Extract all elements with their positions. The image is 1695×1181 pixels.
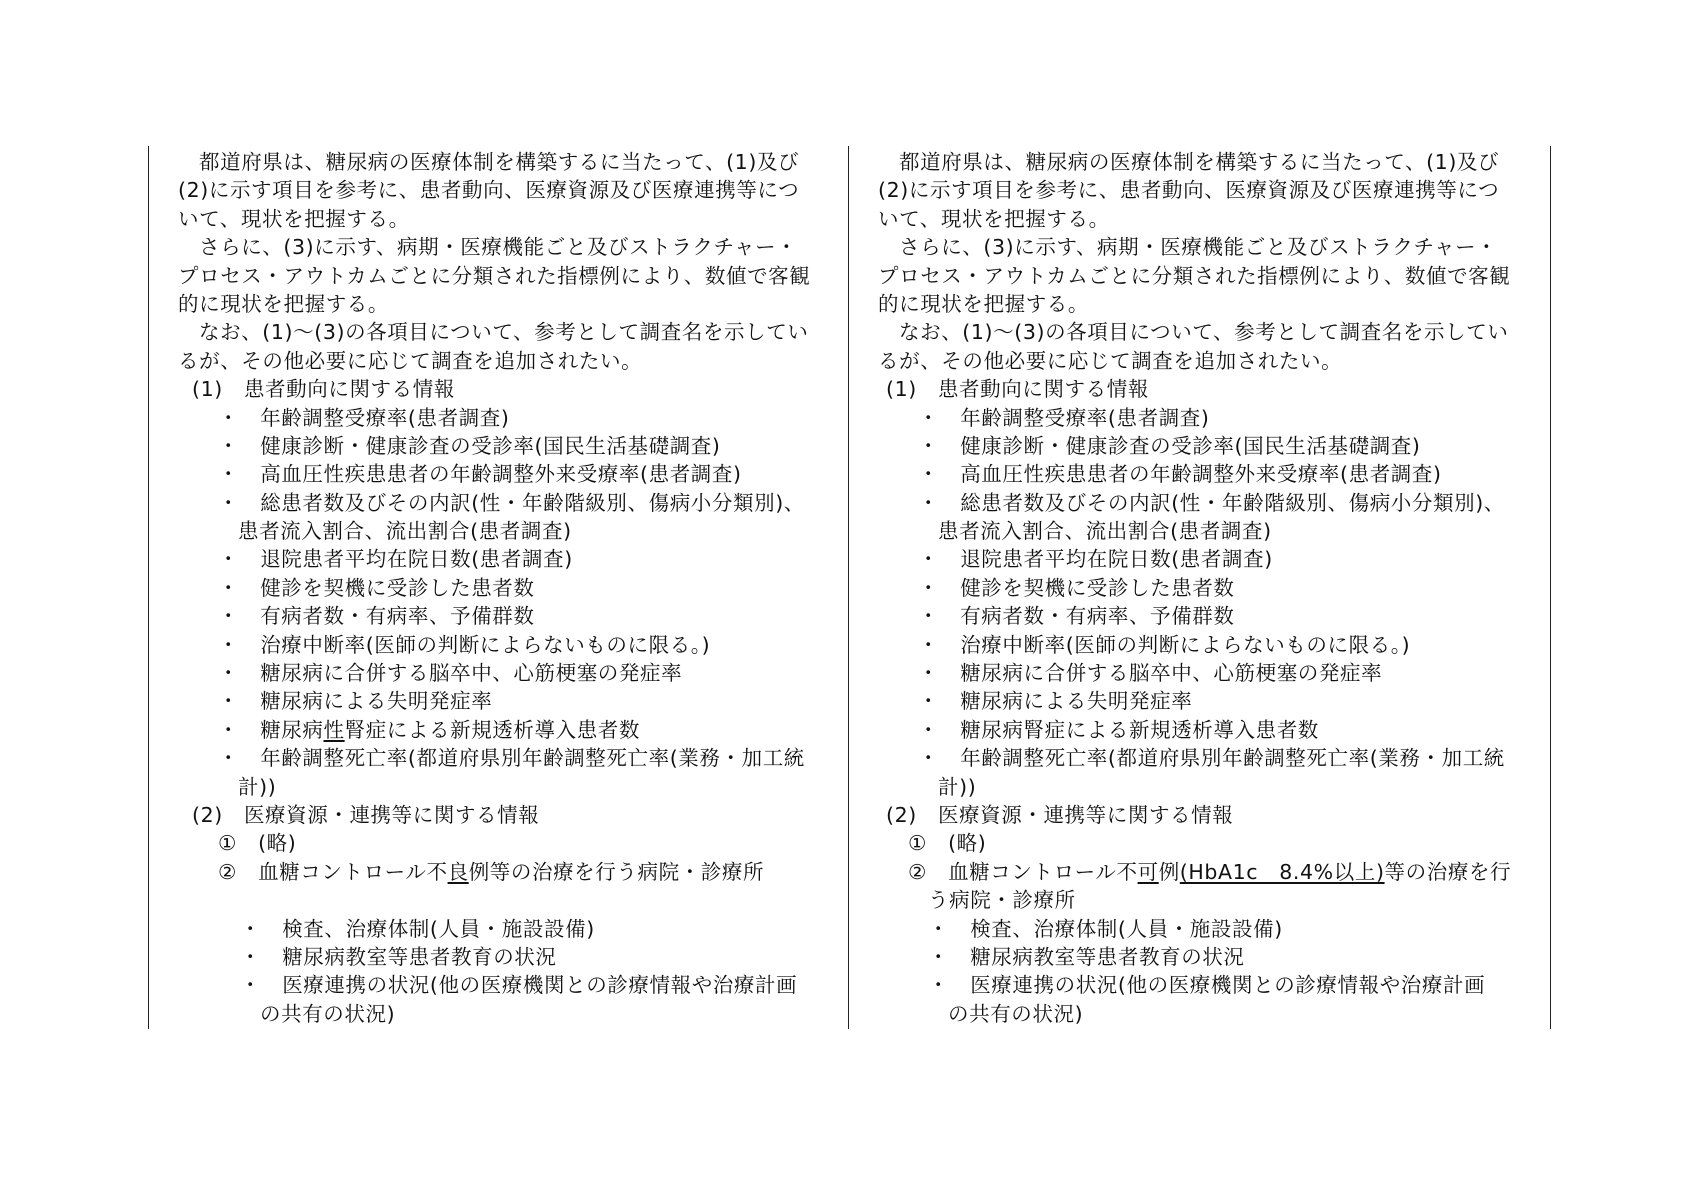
- right-text-line: [878, 602, 1528, 630]
- text-segment: ・ 糖尿病: [218, 717, 324, 742]
- text-segment: 的に現状を把握する。: [878, 291, 1089, 316]
- text-segment: ・ 医療連携の状況(他の医療機関との診療情報や治療計画: [240, 973, 798, 998]
- left-text-line: [178, 915, 826, 943]
- text-segment: プロセス・アウトカムごとに分類された指標例により、数値で客観: [178, 263, 811, 288]
- text-segment: なお、(1)〜(3)の各項目について、参考として調査名を示してい: [199, 320, 809, 345]
- right-text-line: [878, 687, 1528, 715]
- text-segment: ・ 高血圧性疾患患者の年齢調整外来受療率(患者調査): [918, 462, 1442, 487]
- left-text-line: [178, 602, 826, 630]
- text-segment: ・ 糖尿病腎症による新規透析導入患者数: [918, 717, 1319, 742]
- text-segment: ・ 年齢調整死亡率(都道府県別年齢調整死亡率(業務・加工統: [918, 746, 1505, 771]
- text-segment: (2) 医療資源・連携等に関する情報: [886, 802, 1234, 827]
- text-segment: ・ 検査、治療体制(人員・施設設備): [240, 916, 595, 941]
- comparison-table: [148, 146, 1551, 1029]
- left-text-line: [178, 432, 826, 460]
- left-text-line: [178, 205, 826, 233]
- text-segment: プロセス・アウトカムごとに分類された指標例により、数値で客観: [878, 263, 1511, 288]
- left-text-line: [178, 773, 826, 801]
- right-text-line: [878, 148, 1528, 176]
- right-text-line: [878, 176, 1528, 204]
- right-text-line: [878, 1000, 1528, 1028]
- left-text-line: [178, 687, 826, 715]
- left-text-line: [178, 262, 826, 290]
- text-segment: う病院・診療所: [928, 888, 1076, 913]
- text-segment: ① (略): [908, 831, 987, 856]
- right-text-line: [878, 716, 1528, 744]
- left-text-line: [178, 858, 826, 886]
- right-text-line: [878, 915, 1528, 943]
- text-segment: さらに、(3)に示す、病期・医療機能ごと及びストラクチャー・: [199, 235, 798, 260]
- right-text-line: [878, 943, 1528, 971]
- left-text-line: [178, 545, 826, 573]
- right-text-line: [878, 404, 1528, 432]
- text-segment: (1) 患者動向に関する情報: [886, 377, 1149, 402]
- table-border-right: [1550, 146, 1551, 1029]
- left-text-line: [178, 801, 826, 829]
- text-segment: (2) 医療資源・連携等に関する情報: [192, 802, 540, 827]
- text-segment: ・ 高血圧性疾患患者の年齢調整外来受療率(患者調査): [218, 462, 742, 487]
- revised-text: 可: [1137, 859, 1159, 884]
- text-segment: ・ 健診を契機に受診した患者数: [218, 575, 535, 600]
- old-text-column: [178, 148, 826, 1028]
- text-segment: ・ 総患者数及びその内訳(性・年齢階級別、傷病小分類別)、: [918, 490, 1505, 515]
- text-segment: (1) 患者動向に関する情報: [192, 377, 455, 402]
- text-segment: いて、現状を把握する。: [178, 206, 410, 231]
- text-segment: さらに、(3)に示す、病期・医療機能ごと及びストラクチャー・: [899, 235, 1498, 260]
- right-text-line: [878, 971, 1528, 999]
- right-text-line: [878, 659, 1528, 687]
- left-text-line: [178, 489, 826, 517]
- left-text-line: [178, 886, 826, 914]
- right-text-line: [878, 347, 1528, 375]
- left-text-line: [178, 148, 826, 176]
- text-segment: 的に現状を把握する。: [178, 291, 389, 316]
- text-segment: 計)): [238, 774, 277, 799]
- right-text-line: [878, 631, 1528, 659]
- left-text-line: [178, 943, 826, 971]
- text-segment: ・ 健診を契機に受診した患者数: [918, 575, 1235, 600]
- left-text-line: [178, 460, 826, 488]
- text-segment: ② 血糖コントロール不: [218, 859, 448, 884]
- text-segment: るが、その他必要に応じて調査を追加されたい。: [178, 348, 643, 373]
- text-segment: ・ 有病者数・有病率、予備群数: [918, 604, 1235, 629]
- left-text-line: [178, 318, 826, 346]
- text-segment: ・ 治療中断率(医師の判断によらないものに限る。): [918, 632, 1411, 657]
- right-text-line: [878, 744, 1528, 772]
- left-text-line: [178, 233, 826, 261]
- right-text-line: [878, 205, 1528, 233]
- right-text-line: [878, 262, 1528, 290]
- text-segment: なお、(1)〜(3)の各項目について、参考として調査名を示してい: [899, 320, 1509, 345]
- text-segment: ・ 糖尿病による失明発症率: [918, 689, 1193, 714]
- left-text-line: [178, 176, 826, 204]
- left-text-line: [178, 659, 826, 687]
- text-segment: 例等の治療を行う病院・診療所: [468, 859, 765, 884]
- text-segment: るが、その他必要に応じて調査を追加されたい。: [878, 348, 1343, 373]
- text-segment: ・ 治療中断率(医師の判断によらないものに限る。): [218, 632, 711, 657]
- right-text-line: [878, 432, 1528, 460]
- text-segment: 患者流入割合、流出割合(患者調査): [238, 519, 572, 544]
- text-segment: ・ 年齢調整死亡率(都道府県別年齢調整死亡率(業務・加工統: [218, 746, 805, 771]
- text-segment: ・ 糖尿病教室等患者教育の状況: [928, 944, 1245, 969]
- text-segment: いて、現状を把握する。: [878, 206, 1110, 231]
- right-text-line: [878, 460, 1528, 488]
- right-text-line: [878, 375, 1528, 403]
- right-text-line: [878, 886, 1528, 914]
- text-segment: ・ 検査、治療体制(人員・施設設備): [928, 916, 1283, 941]
- text-segment: ・ 健康診断・健康診査の受診率(国民生活基礎調査): [218, 433, 721, 458]
- right-text-line: [878, 290, 1528, 318]
- text-segment: (2)に示す項目を参考に、患者動向、医療資源及び医療連携等につ: [178, 178, 800, 203]
- text-segment: 例: [1158, 859, 1180, 884]
- left-text-line: [178, 290, 826, 318]
- revised-text: 性: [323, 717, 345, 742]
- text-segment: ・ 糖尿病に合併する脳卒中、心筋梗塞の発症率: [218, 661, 683, 686]
- left-text-line: [178, 574, 826, 602]
- revised-text: 良: [447, 859, 469, 884]
- table-border-left: [148, 146, 149, 1029]
- text-segment: ・ 健康診断・健康診査の受診率(国民生活基礎調査): [918, 433, 1421, 458]
- text-segment: ・ 糖尿病教室等患者教育の状況: [240, 944, 557, 969]
- right-text-line: [878, 801, 1528, 829]
- text-segment: ・ 糖尿病による失明発症率: [218, 689, 493, 714]
- right-text-line: [878, 545, 1528, 573]
- left-text-line: [178, 971, 826, 999]
- left-text-line: [178, 1000, 826, 1028]
- text-segment: (2)に示す項目を参考に、患者動向、医療資源及び医療連携等につ: [878, 178, 1500, 203]
- right-text-line: [878, 773, 1528, 801]
- text-segment: ・ 有病者数・有病率、予備群数: [218, 604, 535, 629]
- text-segment: 計)): [938, 774, 977, 799]
- left-text-line: [178, 716, 826, 744]
- text-segment: の共有の状況): [948, 1001, 1084, 1026]
- text-segment: ② 血糖コントロール不: [908, 859, 1138, 884]
- right-text-line: [878, 318, 1528, 346]
- text-segment: ① (略): [218, 831, 297, 856]
- left-text-line: [178, 375, 826, 403]
- text-segment: ・ 医療連携の状況(他の医療機関との診療情報や治療計画: [928, 973, 1486, 998]
- text-segment: ・ 年齢調整受療率(患者調査): [218, 405, 510, 430]
- right-text-line: [878, 517, 1528, 545]
- text-segment: 都道府県は、糖尿病の医療体制を構築するに当たって、(1)及び: [199, 150, 800, 174]
- right-text-line: [878, 858, 1528, 886]
- revised-text: (HbA1c 8.4%以上): [1179, 859, 1385, 884]
- left-text-line: [178, 744, 826, 772]
- text-segment: ・ 糖尿病に合併する脳卒中、心筋梗塞の発症率: [918, 661, 1383, 686]
- text-segment: ・ 退院患者平均在院日数(患者調査): [918, 547, 1273, 572]
- text-segment: ・ 総患者数及びその内訳(性・年齢階級別、傷病小分類別)、: [218, 490, 805, 515]
- left-text-line: [178, 347, 826, 375]
- text-segment: ・ 退院患者平均在院日数(患者調査): [218, 547, 573, 572]
- left-text-line: [178, 517, 826, 545]
- left-text-line: [178, 829, 826, 857]
- text-segment: 都道府県は、糖尿病の医療体制を構築するに当たって、(1)及び: [899, 150, 1500, 174]
- right-text-line: [878, 233, 1528, 261]
- left-text-line: [178, 404, 826, 432]
- text-segment: 患者流入割合、流出割合(患者調査): [938, 519, 1272, 544]
- new-text-column: [878, 148, 1528, 1028]
- text-segment: 腎症による新規透析導入患者数: [344, 717, 641, 742]
- right-text-line: [878, 829, 1528, 857]
- text-segment: 等の治療を行: [1384, 859, 1512, 884]
- right-text-line: [878, 574, 1528, 602]
- right-text-line: [878, 489, 1528, 517]
- text-segment: ・ 年齢調整受療率(患者調査): [918, 405, 1210, 430]
- table-border-middle: [848, 146, 849, 1029]
- text-segment: の共有の状況): [260, 1001, 396, 1026]
- left-text-line: [178, 631, 826, 659]
